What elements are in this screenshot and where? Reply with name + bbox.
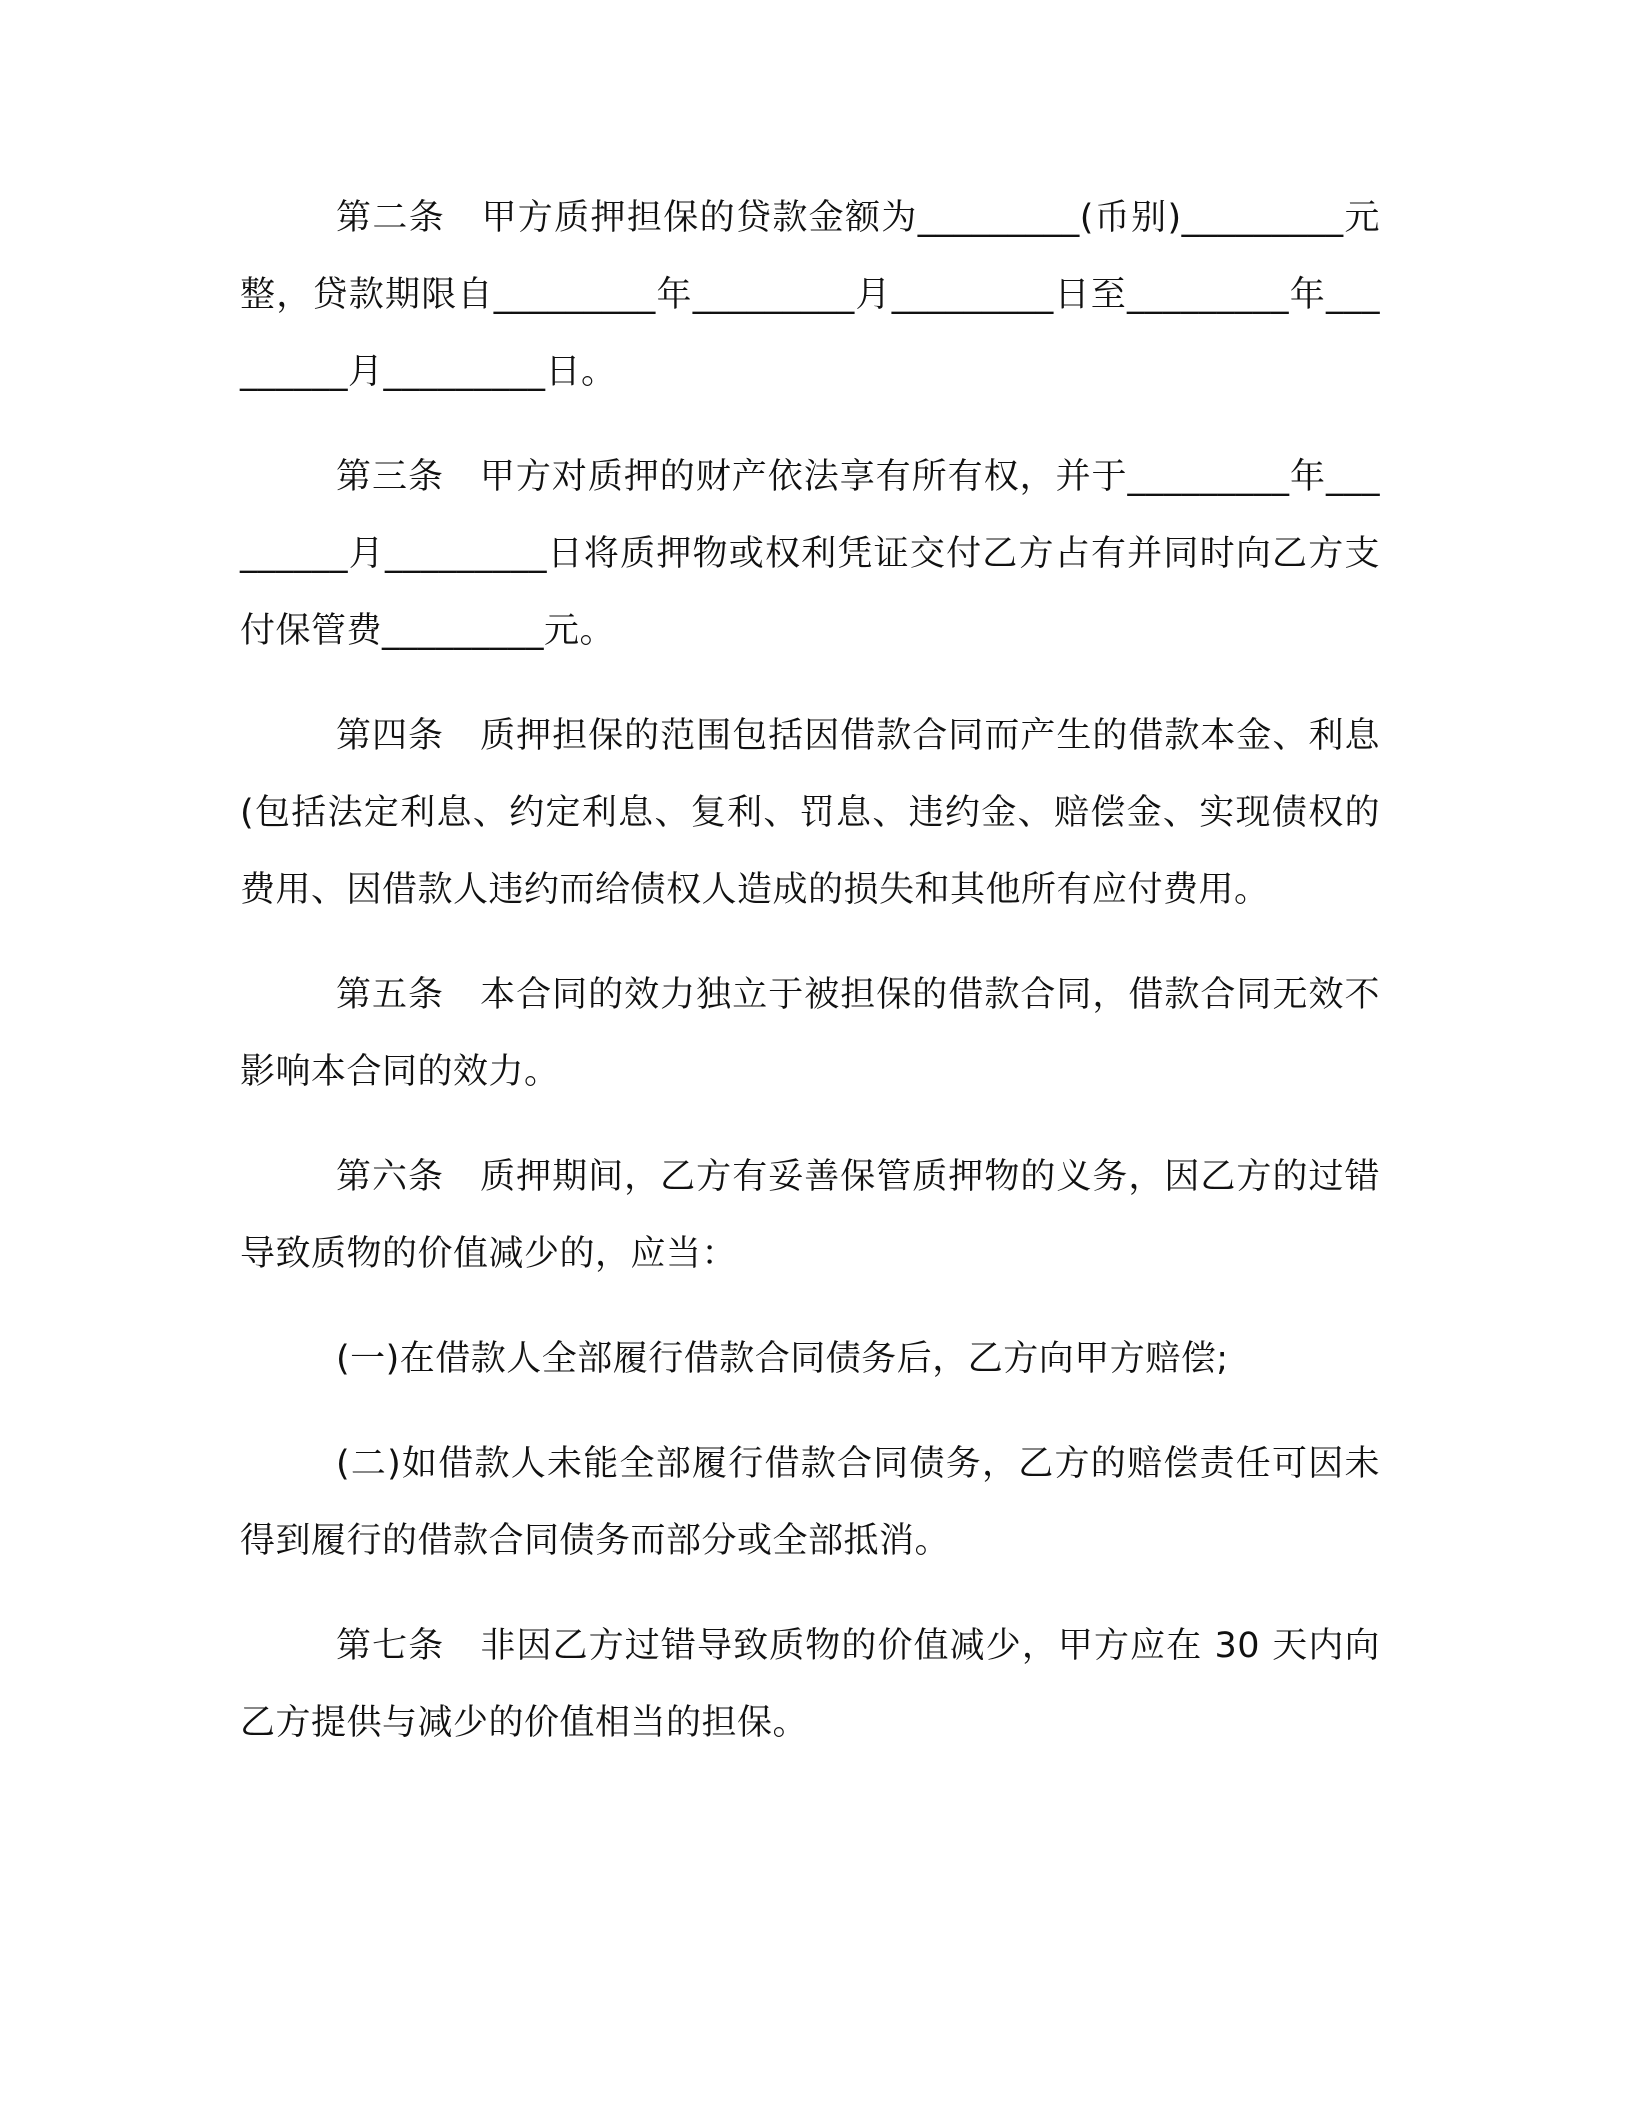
article-3-paragraph: 第三条 甲方对质押的财产依法享有所有权，并于_________年_________月_________日将质押物或权利凭证交付乙方占有并同时向乙方支付保管费_________元。	[240, 457, 1380, 651]
document-body	[240, 180, 1380, 1790]
article-6-paragraph: 第六条 质押期间，乙方有妥善保管质押物的义务，因乙方的过错导致质物的价值减少的，应当：	[240, 1157, 1380, 1274]
article-5-paragraph: 第五条 本合同的效力独立于被担保的借款合同，借款合同无效不影响本合同的效力。	[240, 975, 1380, 1092]
article-6-item-1: (一)在借款人全部履行借款合同债务后，乙方向甲方赔偿;	[336, 1339, 1229, 1379]
article-7-paragraph: 第七条 非因乙方过错导致质物的价值减少，甲方应在 30 天内向乙方提供与减少的价值相当的担保。	[240, 1626, 1380, 1743]
article-2-paragraph: 第二条 甲方质押担保的贷款金额为_________(币别)_________元整，贷款期限自_________年_________月_________日至_________年_________月_________日。	[240, 198, 1380, 392]
article-4-paragraph: 第四条 质押担保的范围包括因借款合同而产生的借款本金、利息(包括法定利息、约定利息、复利、罚息、违约金、赔偿金、实现债权的费用、因借款人违约而给债权人造成的损失和其他所有应付费用。	[240, 716, 1380, 910]
article-6-item-2: (二)如借款人未能全部履行借款合同债务，乙方的赔偿责任可因未得到履行的借款合同债务而部分或全部抵消。	[240, 1444, 1380, 1561]
